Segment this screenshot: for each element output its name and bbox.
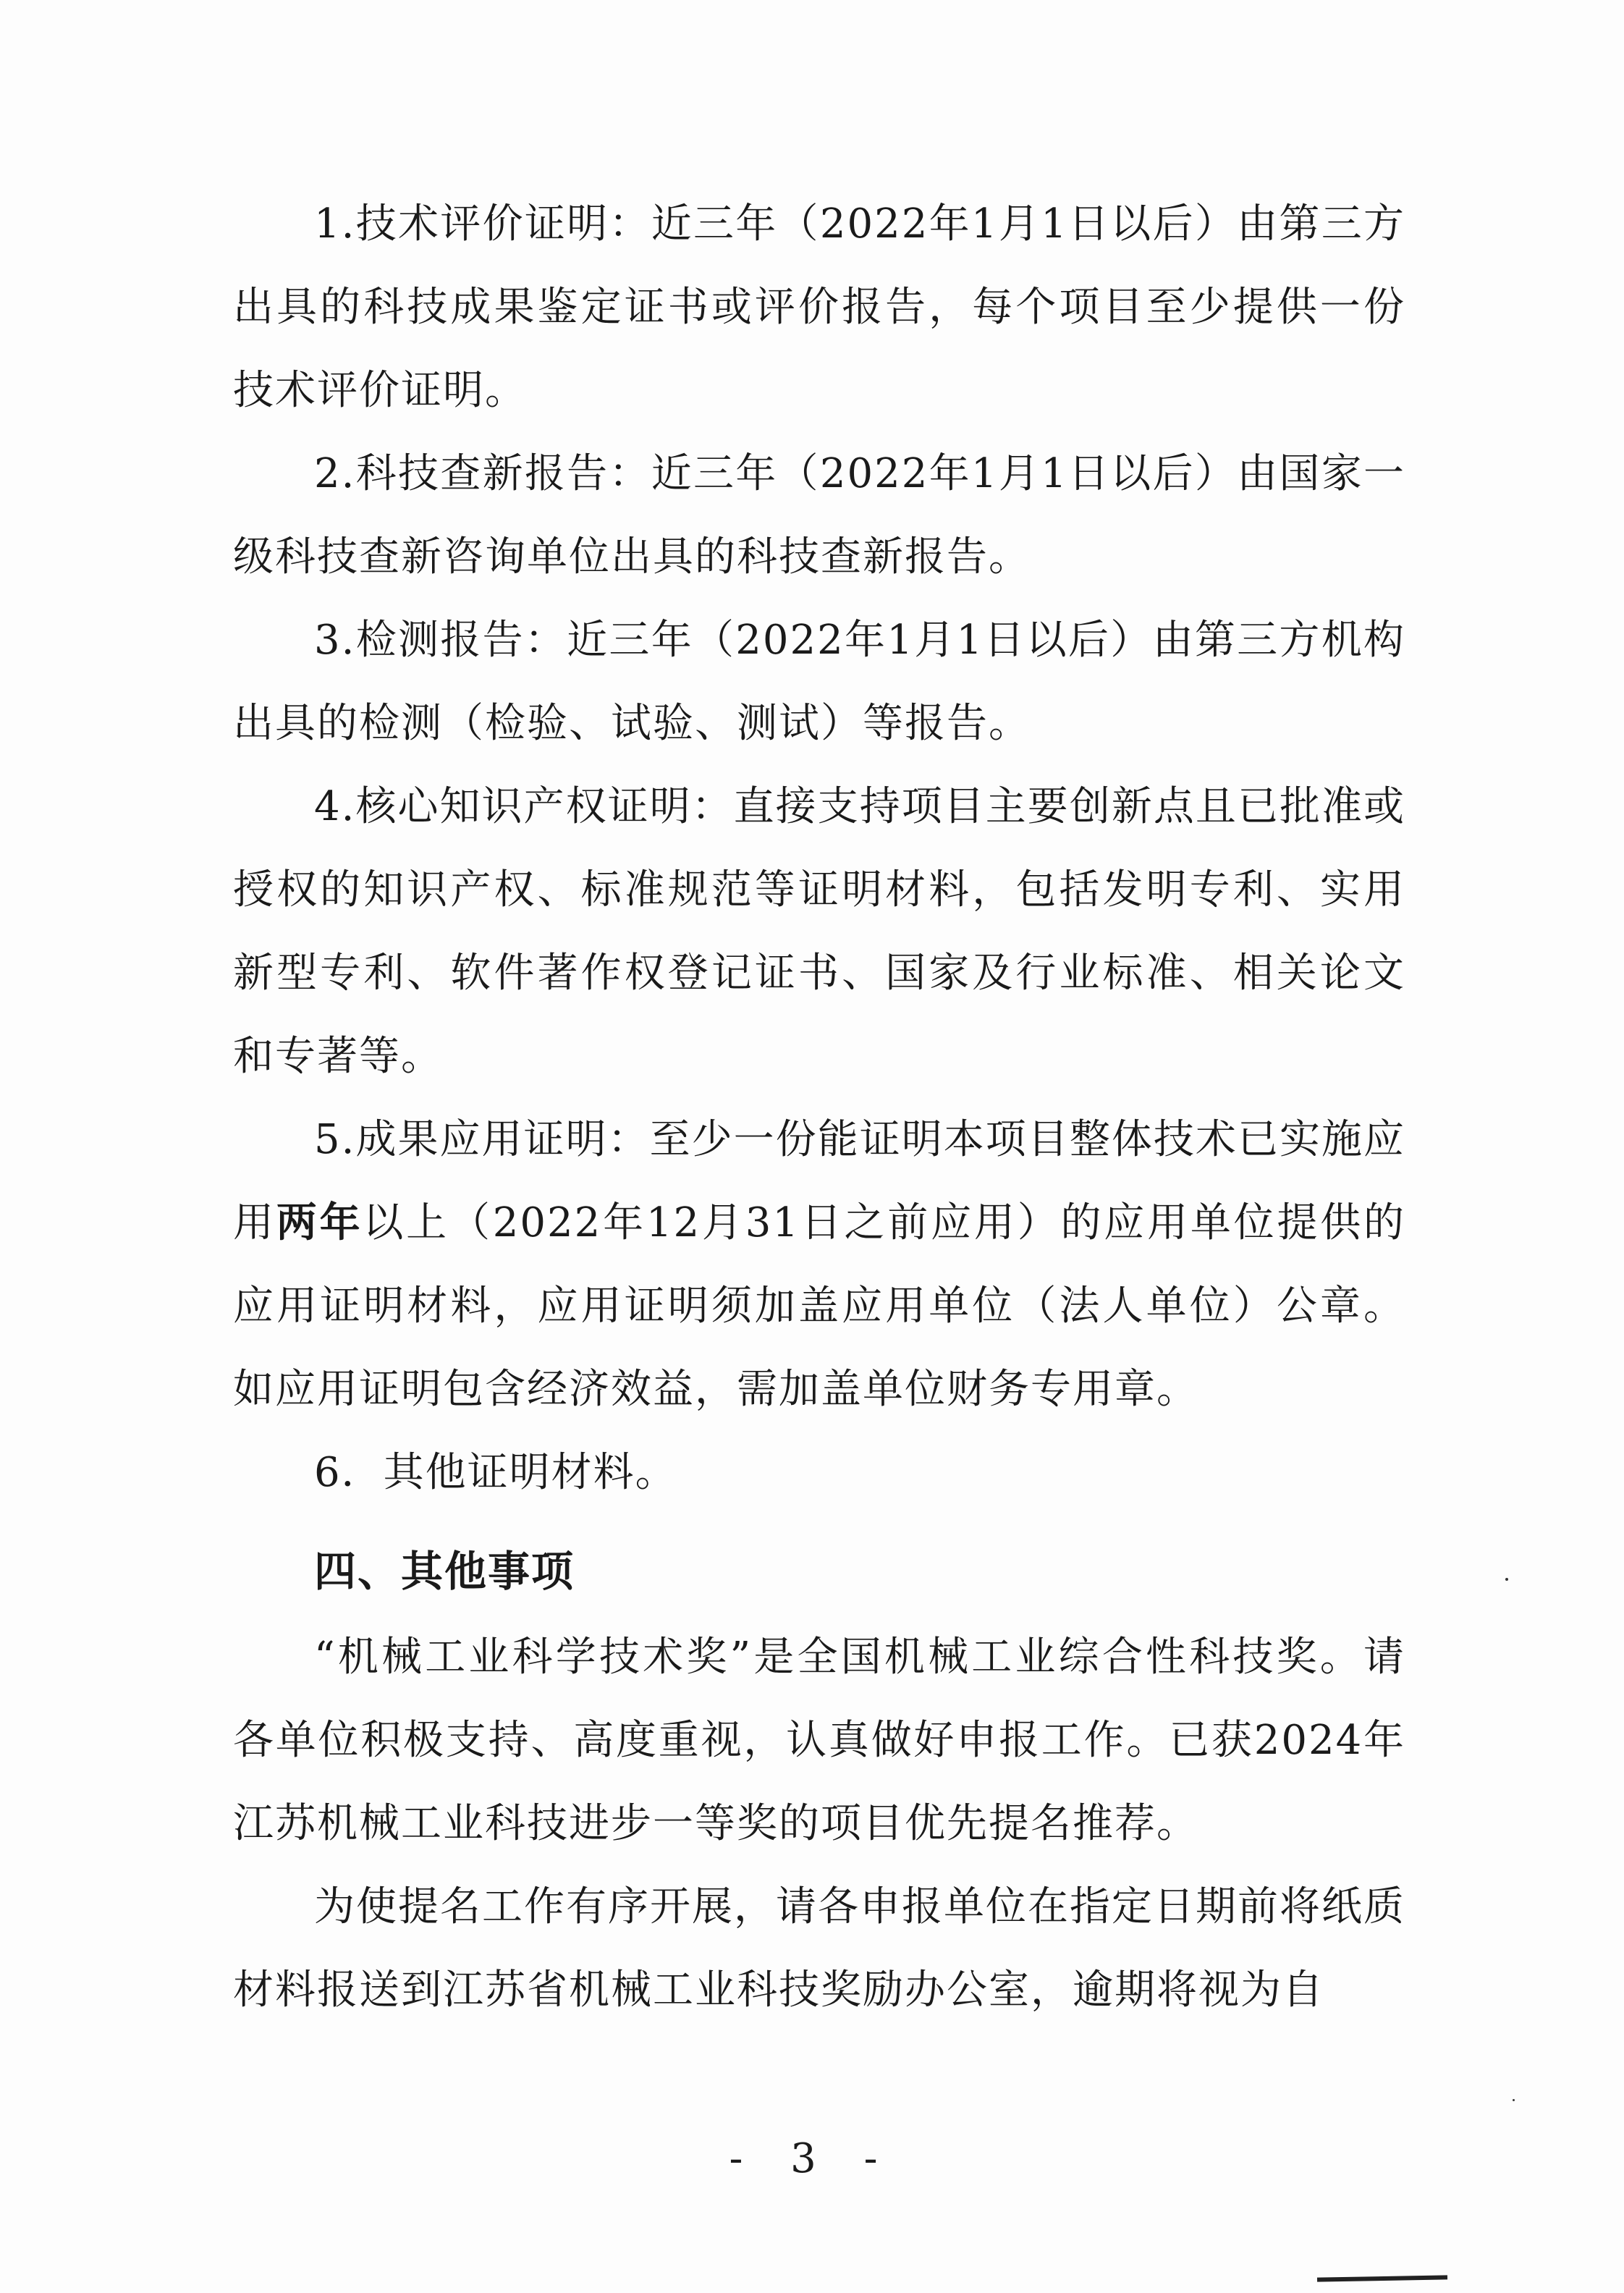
application-proof-text-after: 以上（2022年12月31日之前应用）的应用单位提供的应用证明材料，应用证明须加盖应用单位（法人单位）公章。如应用证明包含经济效益，需加盖单位财务专用章。: [233, 1199, 1406, 1413]
section-heading: 四、其他事项: [314, 1547, 575, 1596]
list-item-technical-evaluation: 1.技术评价证明：近三年（2022年1月1日以后）由第三方出具的科技成果鉴定证书或评价报告，每个项目至少提供一份技术评价证明。: [233, 200, 1405, 414]
scan-edge-mark: [1317, 2275, 1447, 2281]
list-item-novelty-search: 2.科技查新报告：近三年（2022年1月1日以后）由国家一级科技查新咨询单位出具的科技查新报告。: [233, 450, 1405, 580]
list-item-test-report: 3.检测报告：近三年（2022年1月1日以后）由第三方机构出具的检测（检验、试验、测试）等报告。: [233, 617, 1405, 747]
list-item-intellectual-property: 4.核心知识产权证明：直接支持项目主要创新点且已批准或授权的知识产权、标准规范等证明材料，包括发明专利、实用新型专利、软件著作权登记证书、国家及行业标准、相关论文和专著等。: [233, 783, 1405, 1080]
document-body: [233, 182, 1405, 2032]
application-proof-emphasis: 两年: [276, 1199, 363, 1246]
application-proof-text-before: 5.成果应用证明：至少一份能证明本项目整体技术已实施应用: [233, 1116, 1405, 1246]
section-paragraph-submission: 为使提名工作有序开展，请各申报单位在指定日期前将纸质材料报送到江苏省机械工业科技奖励办公室，逾期将视为自: [233, 1883, 1405, 2014]
page-number: - 3 -: [729, 2135, 895, 2182]
list-item-application-proof: [233, 1098, 1405, 1431]
list-item-other-materials: 6．其他证明材料。: [314, 1449, 677, 1496]
scan-speck: [1513, 2099, 1515, 2101]
scan-speck: [1505, 1578, 1508, 1581]
section-paragraph-award: “机械工业科学技术奖”是全国机械工业综合性科技奖。请各单位积极支持、高度重视，认真做好申报工作。已获2024年江苏机械工业科技进步一等奖的项目优先提名推荐。: [233, 1634, 1405, 1847]
